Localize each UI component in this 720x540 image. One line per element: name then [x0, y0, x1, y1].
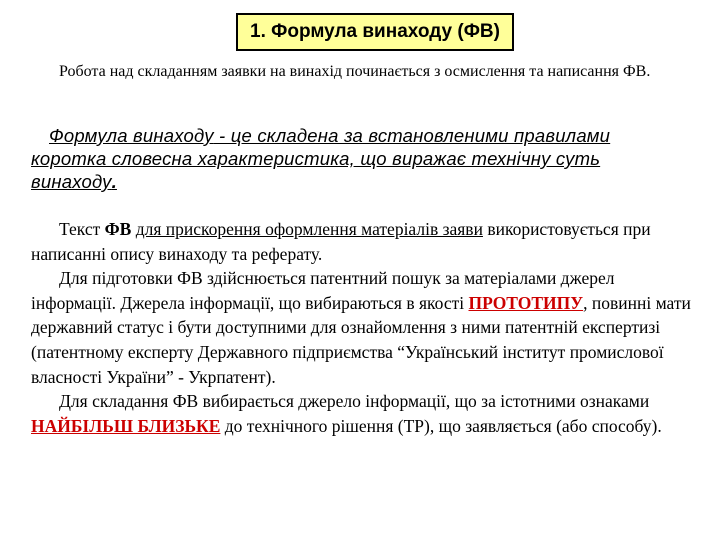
- slide-title: [236, 13, 514, 51]
- p5-pre: Для складання ФВ вибирається джерело інформації, що за істотними ознаками: [59, 391, 650, 412]
- paragraph-source-selection: [31, 389, 691, 438]
- p3-pre: Текст: [59, 219, 105, 239]
- p5-rest: до технічного рішення (ТР), що заявляється (або способу).: [220, 415, 662, 436]
- paragraph-fv-text: [31, 217, 691, 266]
- slide-title-text: 1. Формула винаходу (ФВ): [250, 21, 500, 42]
- prototype-highlight: ПРОТОТИПУ: [468, 292, 584, 313]
- p3-rest: використовується при написанні опису винаходу та реферату.: [31, 219, 651, 264]
- p4-rest: , повинні мати державний статус і бути доступними для ознайомлення з ними патентній експертизі (патентному експерту Державного підприємства “Український інститут промислової власності України” - Укрпатент).: [31, 292, 691, 387]
- definition-paragraph: [31, 124, 687, 193]
- definition-text: - це складена за встановленими правилами коротка словесна характеристика, що виражає технічну суть винаходу: [31, 125, 611, 192]
- definition-end: .: [111, 171, 117, 192]
- p3-term: ФВ: [104, 219, 132, 239]
- body-text: [31, 217, 691, 438]
- closest-highlight: НАЙБІЛЬШ БЛИЗЬКЕ: [31, 415, 221, 436]
- paragraph-patent-search: [31, 266, 691, 389]
- p3-underlined: для прискорення оформлення матеріалів заяви: [135, 219, 483, 239]
- definition-term: Формула винаходу: [49, 125, 214, 146]
- intro-paragraph: Робота над складанням заявки на винахід починається з осмислення та написання ФВ.: [59, 63, 651, 80]
- p4-pre: Для підготовки ФВ здійснюється патентний пошук за матеріалами джерел інформації. Джерела інформації, що вибираються в якості: [31, 268, 615, 313]
